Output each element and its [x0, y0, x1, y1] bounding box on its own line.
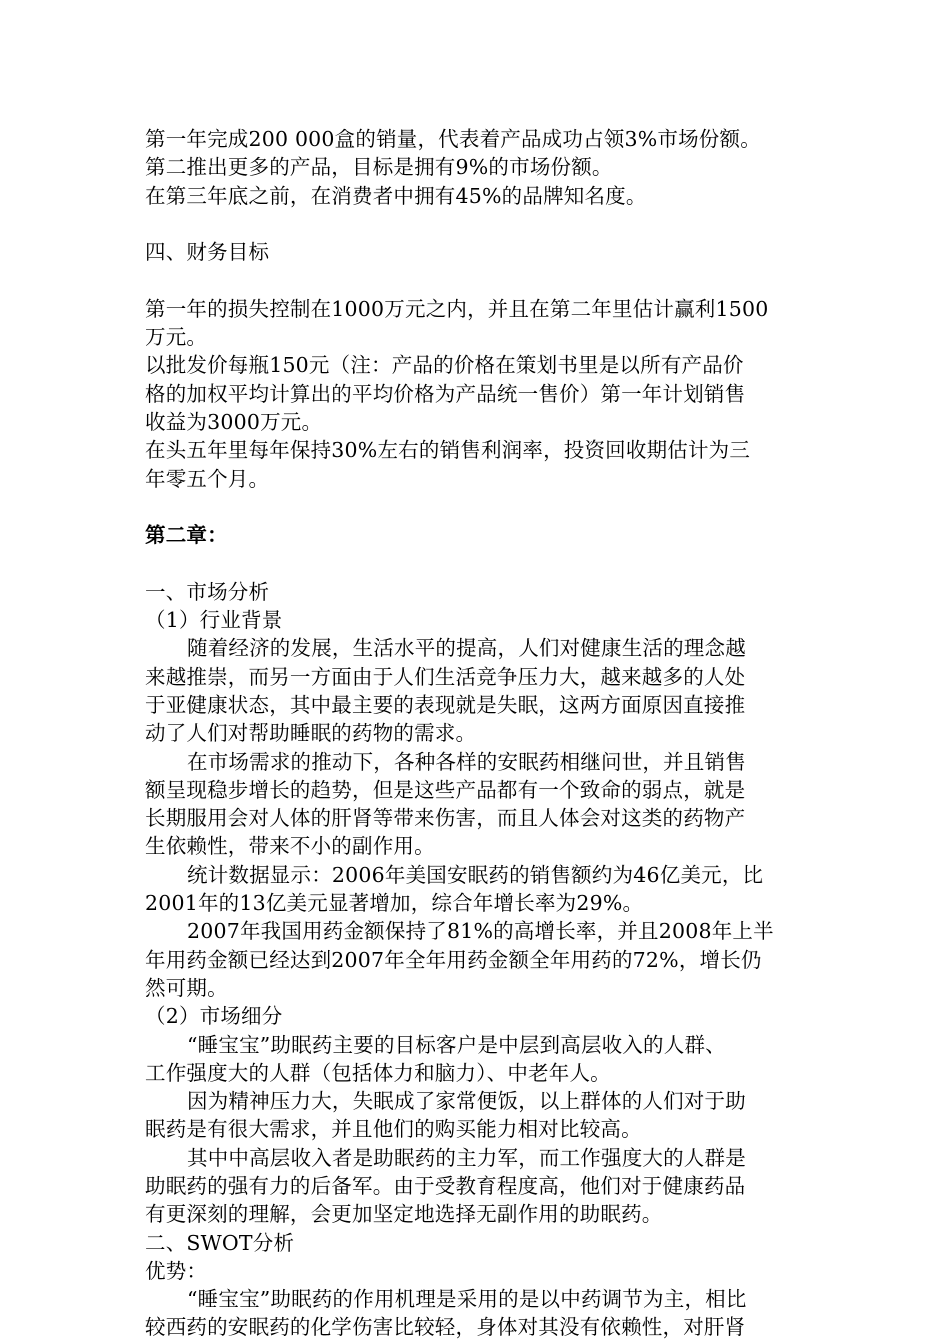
section-heading: 一、市场分析 [145, 579, 270, 604]
text-line: 2001年的13亿美元显著增加，综合年增长率为29%。 [145, 891, 644, 916]
text-line: 有更深刻的理解，会更加坚定地选择无副作用的助眠药。 [145, 1202, 663, 1227]
text-line: 格的加权平均计算出的平均价格为产品统一售价）第一年计划销售 [145, 381, 746, 406]
text-line: 助眠药的强有力的后备军。由于受教育程度高，他们对于健康药品 [145, 1173, 746, 1198]
text-line: 年零五个月。 [145, 466, 270, 491]
section-heading: （2）市场细分 [145, 1004, 283, 1029]
text-line: 长期服用会对人体的肝肾等带来伤害，而且人体会对这类的药物产 [145, 806, 746, 831]
text-line: 较西药的安眠药的化学伤害比较轻，身体对其没有依赖性，对肝肾 [145, 1315, 746, 1340]
paragraph-first-line: 统计数据显示：2006年美国安眠药的销售额约为46亿美元，比 [187, 862, 764, 887]
section-heading: 优势： [145, 1258, 208, 1283]
paragraph-first-line: 在市场需求的推动下，各种各样的安眠药相继问世，并且销售 [187, 749, 746, 774]
paragraph-first-line: 其中中高层收入者是助眠药的主力军，而工作强度大的人群是 [187, 1145, 746, 1170]
section-heading: 四、财务目标 [145, 240, 270, 265]
paragraph-first-line: 因为精神压力大，失眠成了家常便饭，以上群体的人们对于助 [187, 1089, 746, 1114]
blank-line [145, 210, 810, 238]
text-line: 动了人们对帮助睡眠的药物的需求。 [145, 721, 477, 746]
paragraph-first-line: 随着经济的发展，生活水平的提高，人们对健康生活的理念越 [187, 636, 746, 661]
paragraph-first-line: “睡宝宝”助眠药主要的目标客户是中层到高层收入的人群、 [187, 1032, 726, 1057]
section-heading: 二、SWOT分析 [145, 1230, 295, 1255]
section-heading: （1）行业背景 [145, 608, 283, 633]
document-page [145, 125, 810, 1342]
blank-line [145, 493, 810, 521]
blank-line [145, 549, 810, 577]
text-line: 来越推崇，而另一方面由于人们生活竞争压力大，越来越多的人处 [145, 664, 746, 689]
text-line: 在头五年里每年保持30%左右的销售利润率，投资回收期估计为三 [145, 438, 751, 463]
text-line: 额呈现稳步增长的趋势，但是这些产品都有一个致命的弱点，就是 [145, 777, 746, 802]
text-line: 眠药是有很大需求，并且他们的购买能力相对比较高。 [145, 1117, 642, 1142]
text-line: 年用药金额已经达到2007年全年用药金额全年用药的72%，增长仍 [145, 947, 762, 972]
text-line: 以批发价每瓶150元（注：产品的价格在策划书里是以所有产品价 [145, 353, 744, 378]
paragraph-first-line: 2007年我国用药金额保持了81%的高增长率，并且2008年上半 [187, 919, 774, 944]
text-line: 在第三年底之前，在消费者中拥有45%的品牌知名度。 [145, 183, 647, 208]
text-line: 收益为3000万元。 [145, 409, 323, 434]
paragraph-first-line: “睡宝宝”助眠药的作用机理是采用的是以中药调节为主，相比 [187, 1287, 747, 1312]
text-line: 万元。 [145, 325, 208, 350]
text-line: 第一年的损失控制在1000万元之内，并且在第二年里估计赢利1500 [145, 296, 769, 321]
text-line: 第二推出更多的产品，目标是拥有9%的市场份额。 [145, 155, 613, 180]
blank-line [145, 266, 810, 294]
text-line: 于亚健康状态，其中最主要的表现就是失眠，这两方面原因直接推 [145, 692, 746, 717]
text-line: 工作强度大的人群（包括体力和脑力）、中老年人。 [145, 1060, 611, 1085]
text-line: 然可期。 [145, 975, 228, 1000]
text-line: 生依赖性，带来不小的副作用。 [145, 834, 435, 859]
chapter-heading: 第二章： [145, 523, 228, 548]
text-line: 第一年完成200 000盒的销量，代表着产品成功占领3%市场份额。 [145, 127, 761, 151]
